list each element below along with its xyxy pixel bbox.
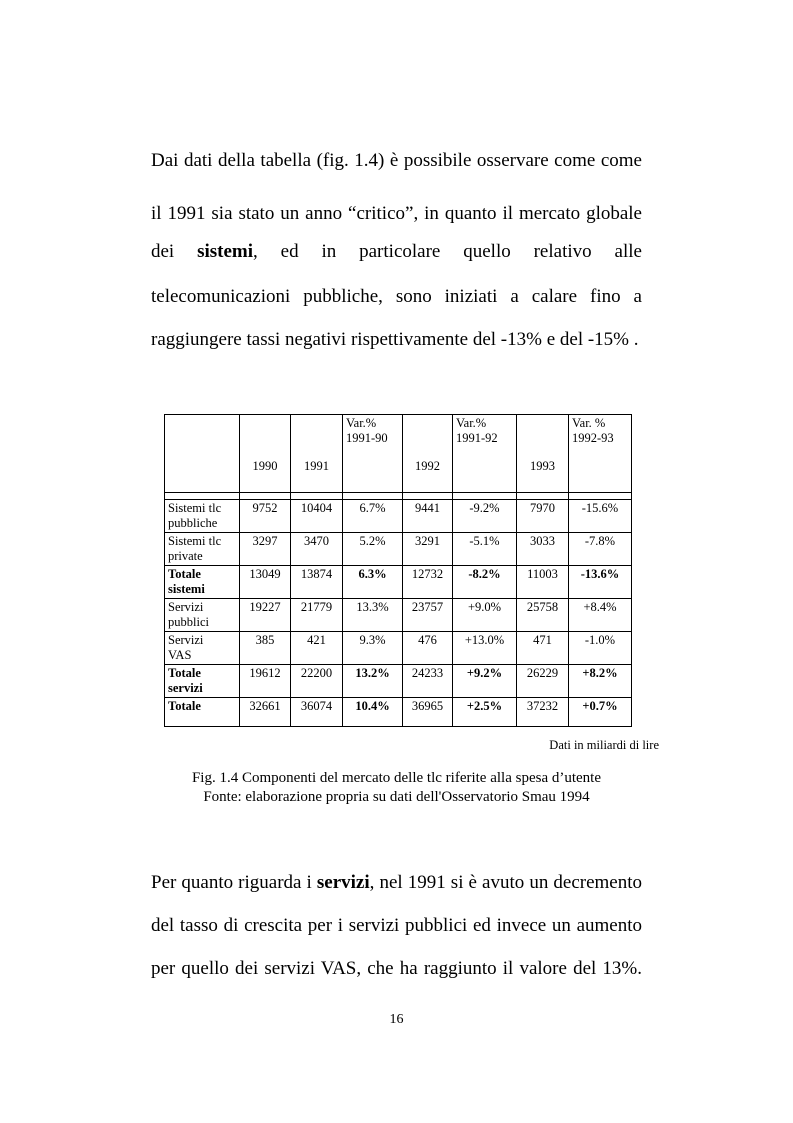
table-cell: 13874 <box>291 566 343 599</box>
page-number: 16 <box>389 1012 404 1027</box>
table-cell: 3470 <box>291 533 343 566</box>
paragraph-1-line-4: telecomunicazioni pubbliche, sono iniziati a calare fino a <box>151 286 642 307</box>
table-row <box>165 665 632 698</box>
row-label: Servizi VAS <box>165 632 240 665</box>
table-cell: 5.2% <box>343 533 403 566</box>
table-cell: 9441 <box>403 500 453 533</box>
table-cell: 36965 <box>403 698 453 727</box>
figure-caption: Fig. 1.4 Componenti del mercato delle tlc riferite alla spesa d’utente <box>191 770 602 786</box>
table-cell: 13.3% <box>343 599 403 632</box>
table-header-cell: 1990 <box>240 415 291 493</box>
table-cell: 21779 <box>291 599 343 632</box>
table-cell: +13.0% <box>453 632 517 665</box>
table-row <box>165 599 632 632</box>
table-header-cell: Var.% 1991-92 <box>453 415 517 493</box>
table-cell: 421 <box>291 632 343 665</box>
table-header-cell: 1992 <box>403 415 453 493</box>
table-row <box>165 698 632 727</box>
word-in: in <box>321 241 337 262</box>
table-cell: 25758 <box>517 599 569 632</box>
comma: , <box>253 241 258 262</box>
table-header-cell: Var.% 1991-90 <box>343 415 403 493</box>
table-cell: +9.0% <box>453 599 517 632</box>
table-cell: 11003 <box>517 566 569 599</box>
table-cell: -9.2% <box>453 500 517 533</box>
table-cell: 3297 <box>240 533 291 566</box>
p2-text-a: Per quanto riguarda i <box>151 872 312 893</box>
paragraph-1-line-3 <box>151 241 642 263</box>
table-cell: 13049 <box>240 566 291 599</box>
table-row <box>165 533 632 566</box>
row-label: Sistemi tlc private <box>165 533 240 566</box>
table-header-cell: Var. % 1992-93 <box>569 415 632 493</box>
row-label: Sistemi tlc pubbliche <box>165 500 240 533</box>
word-alle: alle <box>614 241 642 262</box>
table-cell: +8.2% <box>569 665 632 698</box>
table-cell: 22200 <box>291 665 343 698</box>
table-cell: 9.3% <box>343 632 403 665</box>
table-cell: +9.2% <box>453 665 517 698</box>
table-cell: 19612 <box>240 665 291 698</box>
bold-servizi: servizi <box>316 872 370 893</box>
table-cell: 9752 <box>240 500 291 533</box>
units-note: Dati in miliardi di lire <box>549 738 659 752</box>
paragraph-2-line-3: per quello dei servizi VAS, che ha raggiunto il valore del 13%. <box>151 958 642 979</box>
table-cell: -13.6% <box>569 566 632 599</box>
table-cell: -15.6% <box>569 500 632 533</box>
table-cell: 12732 <box>403 566 453 599</box>
table-cell: 10404 <box>291 500 343 533</box>
table-header-cell <box>165 415 240 493</box>
table-cell: 471 <box>517 632 569 665</box>
row-label: Totale sistemi <box>165 566 240 599</box>
table-cell: 3033 <box>517 533 569 566</box>
row-label: Servizi pubblici <box>165 599 240 632</box>
table-spacer-row <box>165 493 632 500</box>
table-header-cell: 1991 <box>291 415 343 493</box>
table-cell: 37232 <box>517 698 569 727</box>
p2-text-c: , nel 1991 si è avuto un decremento <box>369 872 643 893</box>
table-cell: 7970 <box>517 500 569 533</box>
table-cell: 6.7% <box>343 500 403 533</box>
table-cell: 36074 <box>291 698 343 727</box>
table-header-row <box>165 415 632 493</box>
table-cell: 32661 <box>240 698 291 727</box>
table-cell: -1.0% <box>569 632 632 665</box>
table-cell: 19227 <box>240 599 291 632</box>
table-cell: -5.1% <box>453 533 517 566</box>
table-cell: +8.4% <box>569 599 632 632</box>
table-cell: 6.3% <box>343 566 403 599</box>
table-cell: 24233 <box>403 665 453 698</box>
table-header-cell: 1993 <box>517 415 569 493</box>
paragraph-2-line-1 <box>151 872 642 894</box>
table-cell: +0.7% <box>569 698 632 727</box>
table-cell: 385 <box>240 632 291 665</box>
table-cell: 26229 <box>517 665 569 698</box>
word-dei: dei <box>151 241 175 262</box>
table-cell: 476 <box>403 632 453 665</box>
figure-source: Fonte: elaborazione propria su dati dell'Osservatorio Smau 1994 <box>203 789 590 805</box>
table-cell: -8.2% <box>453 566 517 599</box>
table-cell: +2.5% <box>453 698 517 727</box>
table-cell: -7.8% <box>569 533 632 566</box>
table-cell: 13.2% <box>343 665 403 698</box>
paragraph-1-line-1: Dai dati della tabella (fig. 1.4) è possibile osservare come come <box>151 150 642 171</box>
table-cell: 23757 <box>403 599 453 632</box>
word-relativo: relativo <box>533 241 592 262</box>
word-ed: ed <box>280 241 299 262</box>
paragraph-1-line-5: raggiungere tassi negativi rispettivamente del -13% e del -15% . <box>151 329 639 350</box>
row-label: Totale <box>165 698 240 727</box>
row-label: Totale servizi <box>165 665 240 698</box>
paragraph-1-line-2: il 1991 sia stato un anno “critico”, in quanto il mercato globale <box>151 203 642 224</box>
table-row <box>165 566 632 599</box>
market-table <box>164 414 632 727</box>
table-row <box>165 632 632 665</box>
table-cell: 10.4% <box>343 698 403 727</box>
table-row <box>165 500 632 533</box>
bold-sistemi: sistemi <box>197 241 254 262</box>
paragraph-2-line-2: del tasso di crescita per i servizi pubblici ed invece un aumento <box>151 915 642 936</box>
table-cell: 3291 <box>403 533 453 566</box>
word-particolare: particolare <box>359 241 441 262</box>
word-quello: quello <box>463 241 511 262</box>
